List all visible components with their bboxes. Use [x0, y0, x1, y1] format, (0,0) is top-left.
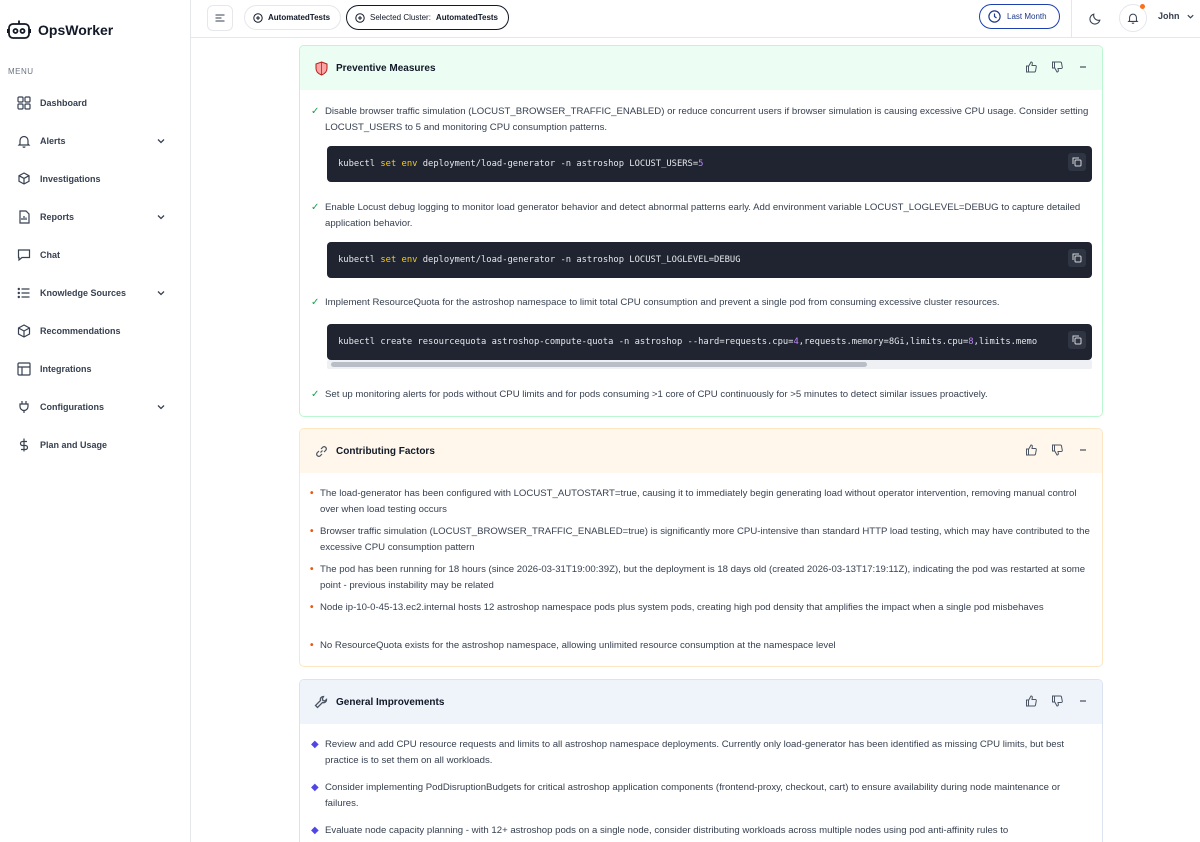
layout-icon: [16, 361, 32, 377]
toggle-sidebar-button[interactable]: [207, 5, 233, 31]
sidebar-item-recommendations[interactable]: [0, 312, 190, 350]
item-text: Review and add CPU resource requests and limits to all astroshop namespace deployments. Currently only load-generator has been identified as missing CPU limits, but best practice is to set them on all workloads.: [325, 739, 1065, 766]
list-item: [311, 295, 1090, 311]
card-actions: [1024, 60, 1090, 74]
card-header[interactable]: [300, 429, 1102, 473]
item-text: No ResourceQuota exists for the astroshop namespace, allowing unlimited resource consumption at the namespace level: [320, 640, 836, 651]
sidebar-item-plan-and-usage[interactable]: [0, 426, 190, 464]
general-improvements-card: [299, 679, 1103, 842]
project-name: AutomatedTests: [268, 13, 331, 22]
sidebar-item-configurations[interactable]: [0, 388, 190, 426]
sidebar-item-dashboard[interactable]: [0, 84, 190, 122]
sidebar-item-label: Configurations: [40, 402, 104, 412]
collapse-icon[interactable]: [1076, 60, 1090, 74]
card-title: General Improvements: [336, 696, 445, 708]
chevron-down-icon: [156, 136, 166, 146]
time-range-button[interactable]: [979, 4, 1060, 29]
sidebar-item-label: Alerts: [40, 136, 66, 146]
chevron-down-icon: [1186, 12, 1195, 21]
bell-icon: [1127, 12, 1139, 24]
menu-label: MENU: [8, 67, 34, 76]
card-actions: [1024, 694, 1090, 708]
card-title: Contributing Factors: [336, 445, 435, 457]
scrollbar-thumb[interactable]: [331, 362, 867, 367]
card-title: Preventive Measures: [336, 62, 436, 74]
copy-icon: [1072, 253, 1082, 263]
copy-icon: [1072, 157, 1082, 167]
copy-button[interactable]: [1068, 153, 1086, 171]
code-number: 5: [698, 159, 704, 169]
sidebar-item-label: Integrations: [40, 364, 92, 374]
bullet-icon: •: [310, 488, 314, 499]
chevron-down-icon: [156, 212, 166, 222]
bullet-icon: •: [310, 602, 314, 613]
cluster-name: AutomatedTests: [435, 13, 499, 22]
code-text: [338, 146, 703, 182]
contributing-factors-card: [299, 428, 1103, 667]
sidebar-item-alerts[interactable]: [0, 122, 190, 160]
sidebar-item-chat[interactable]: [0, 236, 190, 274]
code-number: 8: [968, 337, 974, 347]
thumbs-down-icon[interactable]: [1050, 60, 1064, 74]
item-text: Node ip-10-0-45-13.ec2.internal hosts 12 astroshop namespace pods plus system pods, creating high pod density that amplifies the impact when a single pod misbehaves: [320, 602, 1044, 613]
thumbs-down-icon[interactable]: [1050, 694, 1064, 708]
chevron-down-icon: [156, 288, 166, 298]
code-args: ,limits.memo: [973, 337, 1038, 347]
sidebar: [0, 0, 191, 842]
copy-icon: [1072, 335, 1082, 345]
grid-icon: [16, 95, 32, 111]
list-item: [311, 823, 1090, 839]
code-block: [327, 242, 1092, 278]
sidebar-item-investigations[interactable]: [0, 160, 190, 198]
plus-circle-icon: [355, 13, 365, 23]
list-item: [311, 104, 1090, 136]
list-item: [311, 387, 1090, 403]
chat-icon: [16, 247, 32, 263]
robot-logo-icon: [7, 18, 31, 42]
item-text: The pod has been running for 18 hours (since 2026-03-31T19:00:39Z), but the deployment is 18 days old (created 2026-03-13T17:19:11Z), indicating the pod was restarted at some point - previous instability may be related: [320, 564, 1086, 591]
report-icon: [16, 209, 32, 225]
user-name: John: [1158, 11, 1180, 21]
plus-circle-icon: [253, 13, 263, 23]
code-text: [338, 242, 741, 278]
list-item: [311, 780, 1090, 812]
cube-search-icon: [16, 171, 32, 187]
item-text: Implement ResourceQuota for the astroshop namespace to limit total CPU consumption and prevent a single pod from consuming excessive cluster resources.: [325, 297, 1000, 308]
sidebar-item-integrations[interactable]: [0, 350, 190, 388]
code-args: deployment/load-generator -n astroshop LOCUST_USERS=: [417, 159, 699, 169]
plug-icon: [16, 399, 32, 415]
menu-icon: [214, 12, 226, 24]
notification-badge: [1140, 4, 1145, 9]
sidebar-item-reports[interactable]: [0, 198, 190, 236]
item-text: Enable Locust debug logging to monitor load generator behavior and detect abnormal patterns early. Add environment variable LOCUST_LOGLEVEL=DEBUG to capture detailed application behavior.: [325, 202, 1081, 229]
copy-button[interactable]: [1068, 331, 1086, 349]
bullet-icon: •: [310, 564, 314, 575]
time-range-label: Last Month: [1007, 12, 1047, 21]
code-keyword: set env: [380, 255, 418, 265]
code-block: [327, 324, 1092, 360]
dollar-icon: [16, 437, 32, 453]
chevron-down-icon: [156, 402, 166, 412]
collapse-icon[interactable]: [1076, 694, 1090, 708]
thumbs-up-icon[interactable]: [1024, 60, 1038, 74]
moon-icon: [1089, 12, 1102, 25]
link-icon: [313, 443, 329, 459]
box-icon: [16, 323, 32, 339]
wrench-icon: [313, 694, 329, 710]
brand[interactable]: [7, 16, 113, 44]
list-item: [310, 486, 1090, 518]
brand-name: OpsWorker: [38, 22, 114, 38]
topbar: [191, 0, 1200, 38]
clock-icon: [988, 10, 1001, 23]
code-cmd: kubectl: [338, 255, 376, 265]
cluster-prefix: Selected Cluster:: [370, 13, 431, 22]
collapse-icon[interactable]: [1076, 443, 1090, 457]
code-block: [327, 146, 1092, 182]
bell-icon: [16, 133, 32, 149]
list-item: [310, 638, 1090, 654]
item-text: Consider implementing PodDisruptionBudgets for critical astroshop application components (frontend-proxy, checkout, cart) to ensure availability during node maintenance or failures.: [325, 782, 1061, 809]
theme-toggle-button[interactable]: [1085, 8, 1105, 28]
thumbs-up-icon[interactable]: [1024, 443, 1038, 457]
item-text: Set up monitoring alerts for pods without CPU limits and for pods consuming >1 core of CPU continuously for >5 minutes to detect similar issues proactively.: [325, 389, 988, 400]
shield-icon: [313, 60, 329, 76]
copy-button[interactable]: [1068, 249, 1086, 267]
diamond-bullet-icon: ◆: [311, 782, 319, 793]
topbar-divider: [1071, 0, 1072, 38]
code-args: deployment/load-generator -n astroshop LOCUST_LOGLEVEL=DEBUG: [417, 255, 741, 265]
sidebar-item-label: Investigations: [40, 174, 101, 184]
diamond-bullet-icon: ◆: [311, 739, 319, 750]
card-header[interactable]: [300, 46, 1102, 90]
list-item: [311, 200, 1090, 232]
sidebar-item-label: Reports: [40, 212, 75, 222]
thumbs-down-icon[interactable]: [1050, 443, 1064, 457]
list-item: [310, 524, 1090, 556]
item-text: Evaluate node capacity planning - with 12+ astroshop pods on a single node, consider distributing workloads across multiple nodes using pod anti-affinity rules to: [325, 825, 1009, 836]
preventive-measures-card: [299, 45, 1103, 417]
list-item: [310, 562, 1090, 594]
sidebar-item-label: Knowledge Sources: [40, 288, 127, 298]
list-icon: [16, 285, 32, 301]
list-item: [310, 600, 1090, 616]
code-args: kubectl create resourcequota astroshop-compute-quota -n astroshop --hard=requests.cpu=: [338, 337, 794, 347]
check-icon: ✓: [311, 389, 320, 400]
sidebar-item-label: Plan and Usage: [40, 440, 108, 450]
sidebar-item-label: Recommendations: [40, 326, 121, 336]
code-text: [338, 324, 1037, 360]
sidebar-item-knowledge-sources[interactable]: [0, 274, 190, 312]
code-args: ,requests.memory=8Gi,limits.cpu=: [798, 337, 969, 347]
code-keyword: set env: [380, 159, 418, 169]
check-icon: ✓: [311, 106, 320, 117]
list-item: [311, 737, 1090, 769]
code-scrollbar[interactable]: [327, 360, 1092, 369]
card-actions: [1024, 443, 1090, 457]
project-selector[interactable]: [244, 5, 341, 30]
cluster-selector[interactable]: [346, 5, 509, 30]
code-number: 4: [793, 337, 799, 347]
bullet-icon: •: [310, 526, 314, 537]
card-header[interactable]: [300, 680, 1102, 724]
check-icon: ✓: [311, 202, 320, 213]
code-cmd: kubectl: [338, 159, 376, 169]
sidebar-item-label: Chat: [40, 250, 60, 260]
item-text: Disable browser traffic simulation (LOCUST_BROWSER_TRAFFIC_ENABLED) or reduce concurrent users if browser simulation is causing excessive CPU usage. Consider setting LOCUST_USERS to 5 and monitoring CPU consumption patterns.: [325, 106, 1089, 133]
thumbs-up-icon[interactable]: [1024, 694, 1038, 708]
diamond-bullet-icon: ◆: [311, 825, 319, 836]
notifications-button[interactable]: [1119, 4, 1147, 32]
sidebar-nav: [0, 84, 190, 464]
item-text: The load-generator has been configured with LOCUST_AUTOSTART=true, causing it to immediately begin generating load without operator intervention, removing manual control over when load testing occurs: [320, 488, 1077, 515]
bullet-icon: •: [310, 640, 314, 651]
check-icon: ✓: [311, 297, 320, 308]
item-text: Browser traffic simulation (LOCUST_BROWSER_TRAFFIC_ENABLED=true) is significantly more CPU-intensive than standard HTTP load testing, which may have contributed to the excessive CPU consumption pattern: [320, 526, 1090, 553]
sidebar-item-label: Dashboard: [40, 98, 88, 108]
user-menu[interactable]: [1158, 11, 1195, 21]
